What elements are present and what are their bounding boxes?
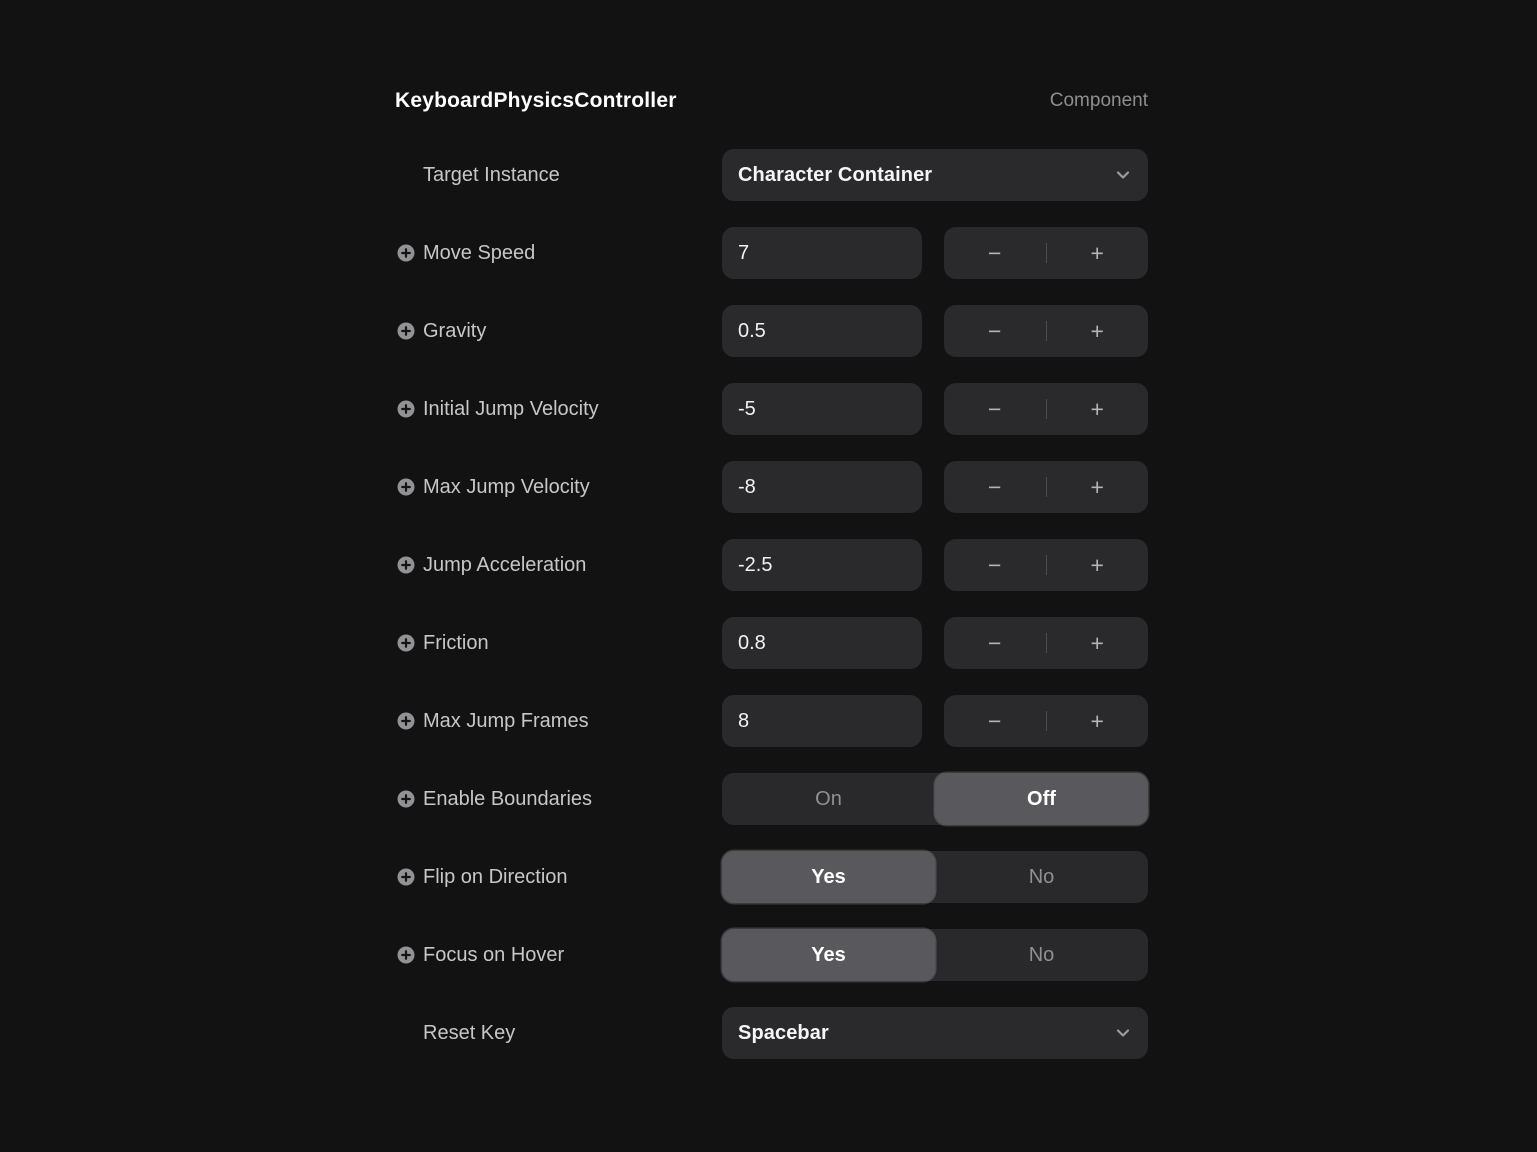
number-value: 7 — [738, 241, 750, 264]
increment-button[interactable]: + — [1090, 551, 1104, 578]
decrement-button[interactable]: − — [988, 473, 1002, 500]
component-type-label: Component — [1049, 90, 1148, 111]
decrement-button[interactable]: − — [988, 551, 1002, 578]
enable-boundaries-segmented-control — [722, 773, 1148, 825]
increment-button[interactable]: + — [1090, 317, 1104, 344]
segment-no[interactable]: No — [1028, 865, 1055, 888]
number-value: 0.5 — [738, 319, 766, 342]
decrement-button[interactable]: − — [988, 629, 1002, 656]
property-label: Flip on Direction — [423, 865, 568, 888]
increment-button[interactable]: + — [1090, 473, 1104, 500]
reset-key-dropdown[interactable] — [722, 1007, 1148, 1059]
property-label: Reset Key — [423, 1021, 516, 1044]
chevron-down-icon — [1114, 1024, 1132, 1042]
property-label: Target Instance — [423, 163, 560, 186]
number-value: -5 — [738, 397, 756, 420]
plus-circle-icon[interactable] — [397, 712, 415, 730]
segment-no[interactable]: No — [1028, 943, 1055, 966]
plus-circle-icon[interactable] — [397, 868, 415, 886]
decrement-button[interactable]: − — [988, 395, 1002, 422]
max-jump-frames-stepper — [944, 695, 1148, 747]
property-label: Jump Acceleration — [423, 553, 587, 576]
increment-button[interactable]: + — [1090, 395, 1104, 422]
plus-circle-icon[interactable] — [397, 400, 415, 418]
row-flip-on-direction — [395, 851, 1148, 903]
segment-yes[interactable]: Yes — [722, 851, 935, 903]
row-max-jump-velocity — [395, 461, 1148, 513]
increment-button[interactable]: + — [1090, 707, 1104, 734]
row-gravity — [395, 305, 1148, 357]
row-max-jump-frames — [395, 695, 1148, 747]
gravity-input[interactable] — [722, 305, 922, 357]
max-jump-velocity-stepper — [944, 461, 1148, 513]
move-speed-stepper — [944, 227, 1148, 279]
plus-circle-icon[interactable] — [397, 790, 415, 808]
jump-acceleration-stepper — [944, 539, 1148, 591]
property-label: Gravity — [423, 319, 487, 342]
dropdown-value: Character Container — [738, 163, 933, 186]
panel-header — [395, 84, 1148, 118]
initial-jump-velocity-stepper — [944, 383, 1148, 435]
number-value: -2.5 — [738, 553, 773, 576]
row-initial-jump-velocity — [395, 383, 1148, 435]
row-target-instance — [395, 149, 1148, 201]
increment-button[interactable]: + — [1090, 629, 1104, 656]
property-label: Enable Boundaries — [423, 787, 593, 810]
row-focus-on-hover — [395, 929, 1148, 981]
focus-on-hover-segmented-control — [722, 929, 1148, 981]
component-properties-panel — [395, 84, 1148, 1085]
plus-circle-icon[interactable] — [397, 478, 415, 496]
target-instance-dropdown[interactable] — [722, 149, 1148, 201]
max-jump-frames-input[interactable] — [722, 695, 922, 747]
property-label: Friction — [423, 631, 489, 654]
number-value: -8 — [738, 475, 756, 498]
number-value: 8 — [738, 709, 750, 732]
segment-on[interactable]: On — [815, 787, 842, 810]
max-jump-velocity-input[interactable] — [722, 461, 922, 513]
friction-input[interactable] — [722, 617, 922, 669]
property-label: Focus on Hover — [423, 943, 565, 966]
dropdown-value: Spacebar — [738, 1021, 829, 1044]
decrement-button[interactable]: − — [988, 239, 1002, 266]
row-friction — [395, 617, 1148, 669]
plus-circle-icon[interactable] — [397, 634, 415, 652]
property-label: Max Jump Frames — [423, 709, 589, 732]
plus-circle-icon[interactable] — [397, 322, 415, 340]
segment-off[interactable]: Off — [935, 773, 1148, 825]
row-move-speed — [395, 227, 1148, 279]
increment-button[interactable]: + — [1090, 239, 1104, 266]
property-label: Max Jump Velocity — [423, 475, 590, 498]
row-reset-key — [395, 1007, 1148, 1059]
segment-yes[interactable]: Yes — [722, 929, 935, 981]
move-speed-input[interactable] — [722, 227, 922, 279]
gravity-stepper — [944, 305, 1148, 357]
label-area — [395, 164, 722, 187]
component-title: KeyboardPhysicsController — [395, 89, 677, 112]
chevron-down-icon — [1114, 166, 1132, 184]
flip-on-direction-segmented-control — [722, 851, 1148, 903]
plus-circle-icon[interactable] — [397, 556, 415, 574]
number-value: 0.8 — [738, 631, 766, 654]
friction-stepper — [944, 617, 1148, 669]
jump-acceleration-input[interactable] — [722, 539, 922, 591]
row-jump-acceleration — [395, 539, 1148, 591]
row-enable-boundaries — [395, 773, 1148, 825]
plus-circle-icon[interactable] — [397, 946, 415, 964]
plus-circle-icon[interactable] — [397, 244, 415, 262]
property-rows — [395, 149, 1148, 1059]
initial-jump-velocity-input[interactable] — [722, 383, 922, 435]
decrement-button[interactable]: − — [988, 707, 1002, 734]
property-label: Move Speed — [423, 241, 536, 264]
property-label: Initial Jump Velocity — [423, 397, 599, 420]
decrement-button[interactable]: − — [988, 317, 1002, 344]
